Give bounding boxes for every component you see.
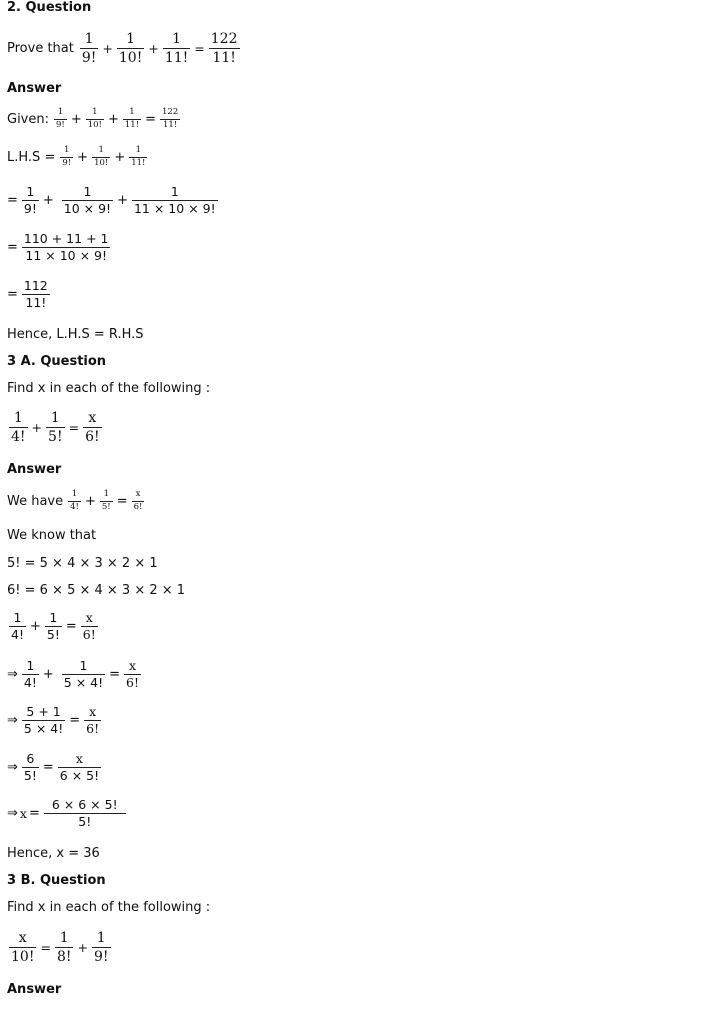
fraction: $\frac{1}{9!}$ [93, 930, 109, 966]
fraction: $\frac{110 + 11 + 1}{11 \times 10 \times 9!}$ [23, 231, 109, 264]
fraction: $\frac{122}{11!}$ [162, 107, 179, 130]
fraction: $\frac{x}{6!}$ [85, 410, 100, 446]
fraction: $\frac{1}{11!}$ [131, 145, 146, 168]
fraction: $\frac{1}{5!}$ [48, 410, 63, 446]
q3a-fact-6: 6! = 6 × 5 × 4 × 3 × 2 × 1 [7, 583, 186, 598]
q2-prove-equation: Prove that $\frac{1}{9!}$ + $\frac{1}{10!}$ + $\frac{1}{11!}$ = $\frac{122}{11!}$ [7, 31, 238, 67]
q3a-conclusion: Hence, x = 36 [7, 846, 100, 861]
q2-prove-label: Prove that [7, 41, 74, 57]
q3b-answer-heading: Answer [7, 982, 62, 997]
fraction: $\frac{1}{5!}$ [46, 610, 60, 643]
q3a-step-3: ⇒ $\frac{5 + 1}{5 \times 4!}$ = $\frac{x}{6!}$ [7, 704, 100, 737]
fraction: $\frac{x}{6 \times 5!}$ [59, 751, 100, 784]
fraction: $\frac{1}{9!}$ [81, 31, 97, 67]
fraction: $\frac{1}{9!}$ [62, 145, 72, 168]
fraction: $\frac{122}{11!}$ [210, 31, 238, 67]
fraction: $\frac{1}{11!}$ [164, 31, 189, 67]
q2-conclusion: Hence, L.H.S = R.H.S [7, 327, 144, 342]
variable-x: x [19, 806, 27, 822]
q3a-equation: $\frac{1}{4!}$ + $\frac{1}{5!}$ = $\frac{x}{6!}$ [11, 410, 100, 446]
fraction: $\frac{1}{11 \times 10 \times 9!}$ [133, 184, 216, 217]
q2-answer-heading: Answer [7, 81, 62, 96]
fraction: $\frac{x}{6!}$ [86, 704, 100, 737]
q3b-prompt: Find x in each of the following : [7, 900, 211, 915]
fraction: $\frac{1}{9!}$ [23, 184, 37, 217]
fraction: $\frac{1}{11!}$ [124, 107, 140, 130]
q2-step-2: = $\frac{110 + 11 + 1}{11 \times 10 \times 9!}$ [7, 231, 109, 264]
fraction: $\frac{1}{9!}$ [56, 107, 65, 130]
q2-lhs-equation: L.H.S = $\frac{1}{9!}$ + $\frac{1}{10!}$ + $\frac{1}{11!}$ [7, 145, 146, 168]
q2-step-1: = $\frac{1}{9!}$ + $\frac{1}{10 \times 9!}$ + $\frac{1}{11 \times 10 \times 9!}$ [7, 184, 216, 217]
q3a-step-5: ⇒ x = $\frac{6 \times 6 \times 5!}{5!}$ [7, 798, 128, 830]
fraction: $\frac{x}{6!}$ [133, 489, 143, 512]
q3a-know: We know that [7, 528, 97, 543]
q3a-heading: 3 A. Question [7, 354, 107, 369]
fraction: $\frac{1}{4!}$ [11, 410, 26, 446]
fraction: $\frac{1}{10 \times 9!}$ [63, 184, 112, 217]
fraction: $\frac{1}{10!}$ [94, 145, 109, 168]
q2-heading: 2. Question [7, 0, 92, 15]
fraction: $\frac{1}{4!}$ [23, 658, 37, 691]
fraction: $\frac{1}{8!}$ [56, 930, 72, 966]
q3a-fact-5: 5! = 5 × 4 × 3 × 2 × 1 [7, 556, 158, 571]
fraction: $\frac{x}{10!}$ [11, 930, 35, 966]
fraction: $\frac{1}{5 \times 4!}$ [63, 658, 104, 691]
we-have-label: We have [7, 493, 64, 509]
q3a-answer-heading: Answer [7, 462, 62, 477]
fraction: $\frac{1}{4!}$ [70, 489, 79, 512]
given-label: Given: [7, 111, 49, 127]
q3a-step-4: ⇒ $\frac{6}{5!}$ = $\frac{x}{6 \times 5!}$ [7, 751, 100, 784]
fraction: $\frac{1}{10!}$ [87, 107, 102, 130]
q3a-prompt: Find x in each of the following : [7, 381, 211, 396]
fraction: $\frac{5 + 1}{5 \times 4!}$ [23, 704, 64, 737]
fraction: $\frac{6 \times 6 \times 5!}{5!}$ [44, 798, 126, 830]
q3a-step-2: ⇒ $\frac{1}{4!}$ + $\frac{1}{5 \times 4!}$ = $\frac{x}{6!}$ [7, 658, 140, 691]
lhs-label: L.H.S = [7, 149, 56, 165]
fraction: $\frac{x}{6!}$ [126, 658, 140, 691]
fraction: $\frac{1}{4!}$ [11, 610, 24, 643]
fraction: $\frac{112}{11!}$ [23, 278, 48, 311]
q3b-equation: $\frac{x}{10!}$ = $\frac{1}{8!}$ + $\frac{1}{9!}$ [11, 930, 109, 966]
q3a-step-1: $\frac{1}{4!}$ + $\frac{1}{5!}$ = $\frac{x}{6!}$ [11, 610, 96, 643]
fraction: $\frac{6}{5!}$ [23, 751, 37, 784]
fraction: $\frac{1}{5!}$ [101, 489, 111, 512]
fraction: $\frac{1}{10!}$ [118, 31, 143, 67]
q2-given-equation: Given: $\frac{1}{9!}$ + $\frac{1}{10!}$ + $\frac{1}{11!}$ = $\frac{122}{11!}$ [7, 107, 179, 130]
q2-step-3: = $\frac{112}{11!}$ [7, 278, 48, 311]
q3a-we-have: We have $\frac{1}{4!}$ + $\frac{1}{5!}$ = $\frac{x}{6!}$ [7, 489, 143, 512]
fraction: $\frac{x}{6!}$ [82, 610, 96, 643]
q3b-heading: 3 B. Question [7, 873, 106, 888]
